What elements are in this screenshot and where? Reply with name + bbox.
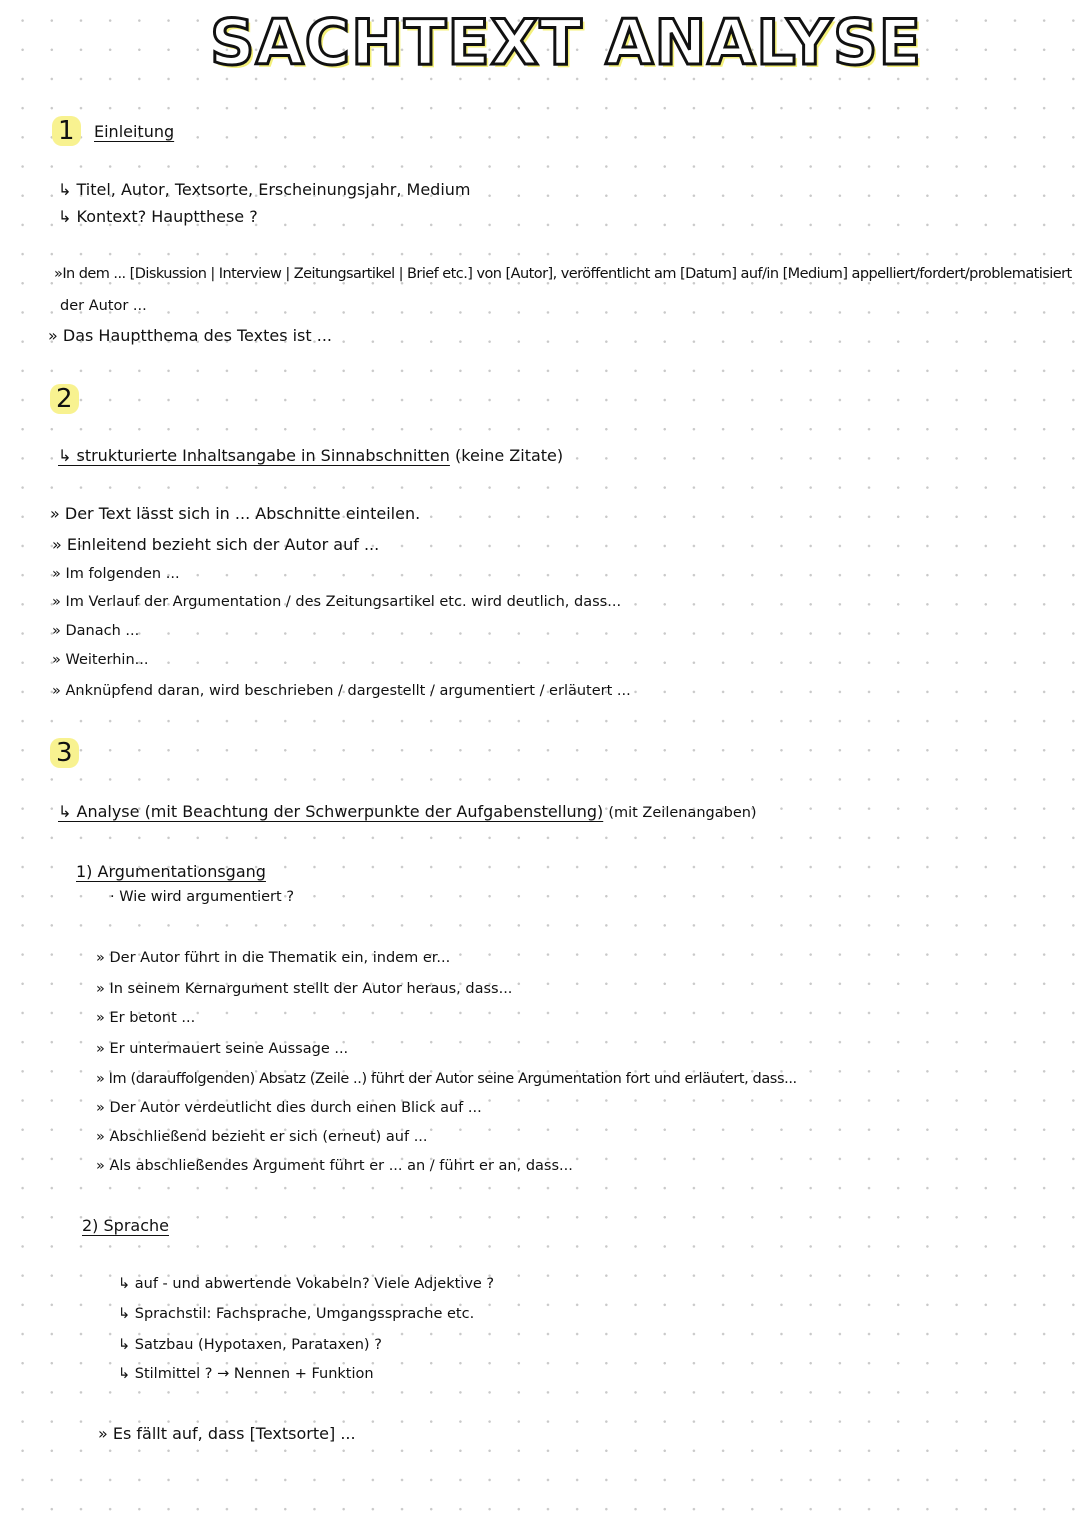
section-1-phrase-1: »In dem ... [Diskussion | Interview | Zeitungsartikel | Brief etc.] von [Autor], veröffentlicht am [Datum] auf/in [Medium] appelliert/fordert/problematisiert — [54, 266, 1072, 282]
section-2-phrase-7: » Anknüpfend daran, wird beschrieben / dargestellt / argumentiert / erläutert ... — [52, 683, 631, 699]
section-2-point: ↳ strukturierte Inhaltsangabe in Sinnabschnitten (keine Zitate) — [58, 446, 564, 465]
argumentation-phrase-4: » Er untermauert seine Aussage ... — [96, 1041, 349, 1057]
section-2-phrase-3: » Im folgenden ... — [52, 566, 180, 582]
language-point-3: ↳ Satzbau (Hypotaxen, Parataxen) ? — [118, 1337, 382, 1353]
page-title: SACHTEXT ANALYSE — [210, 6, 922, 79]
section-2-phrase-4: » Im Verlauf der Argumentation / des Zeitungsartikel etc. wird deutlich, dass... — [52, 594, 622, 610]
language-closing: » Es fällt auf, dass [Textsorte] ... — [98, 1424, 356, 1443]
language-heading: 2) Sprache — [82, 1216, 169, 1235]
section-1-phrase-2: der Autor ... — [60, 298, 147, 314]
section-1-number: 1 — [52, 116, 81, 146]
language-point-1: ↳ auf - und abwertende Vokabeln? Viele Adjektive ? — [118, 1276, 495, 1292]
section-2-phrase-2: » Einleitend bezieht sich der Autor auf ... — [52, 535, 380, 554]
section-1-phrase-3: » Das Hauptthema des Textes ist ... — [48, 326, 333, 345]
argumentation-phrase-5: » Im (darauffolgenden) Absatz (Zeile ..) führt der Autor seine Argumentation fort und erläutert, dass... — [96, 1071, 797, 1087]
section-1-point-1: ↳ Titel, Autor, Textsorte, Erscheinungsjahr, Medium — [58, 180, 471, 199]
section-1-heading: Einleitung — [94, 122, 175, 141]
argumentation-phrase-1: » Der Autor führt in die Thematik ein, indem er... — [96, 950, 451, 966]
argumentation-phrase-6: » Der Autor verdeutlicht dies durch einen Blick auf ... — [96, 1100, 482, 1116]
section-2-phrase-1: » Der Text lässt sich in ... Abschnitte einteilen. — [50, 504, 421, 523]
argumentation-phrase-8: » Als abschließendes Argument führt er ... an / führt er an, dass... — [96, 1158, 573, 1174]
section-2-number: 2 — [50, 384, 79, 414]
section-2-phrase-5: » Danach ... — [52, 623, 140, 639]
language-point-4: ↳ Stilmittel ? → Nennen + Funktion — [118, 1366, 374, 1382]
argumentation-phrase-3: » Er betont ... — [96, 1010, 196, 1026]
language-point-2: ↳ Sprachstil: Fachsprache, Umgangssprache etc. — [118, 1306, 475, 1322]
argumentation-question: · Wie wird argumentiert ? — [110, 889, 295, 905]
section-3-number: 3 — [50, 738, 79, 768]
argumentation-phrase-2: » In seinem Kernargument stellt der Autor heraus, dass... — [96, 981, 513, 997]
section-2-phrase-6: » Weiterhin... — [52, 652, 149, 668]
argumentation-phrase-7: » Abschließend bezieht er sich (erneut) auf ... — [96, 1129, 428, 1145]
argumentation-heading: 1) Argumentationsgang — [76, 862, 266, 881]
section-1-point-2: ↳ Kontext? Hauptthese ? — [58, 207, 258, 226]
section-3-point: ↳ Analyse (mit Beachtung der Schwerpunkte der Aufgabenstellung) (mit Zeilenangaben) — [58, 802, 757, 821]
